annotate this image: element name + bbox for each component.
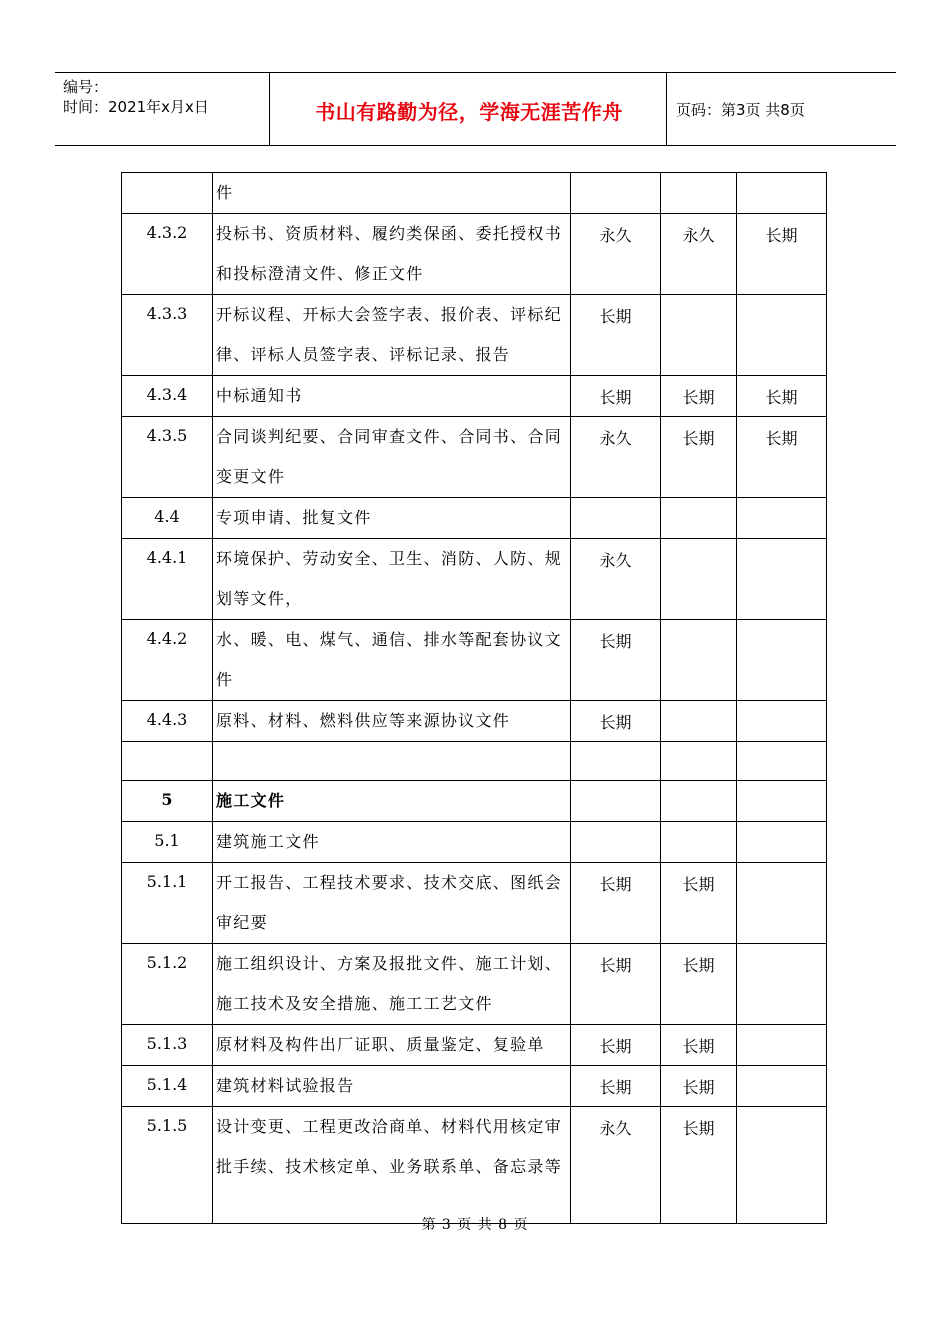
table-row xyxy=(122,701,827,742)
row-number: 4.3.2 xyxy=(122,214,213,295)
row-title xyxy=(213,1107,571,1224)
row-number: 5.1.1 xyxy=(122,863,213,944)
row-number: 4.3.4 xyxy=(122,376,213,417)
retention-col-3 xyxy=(737,295,827,376)
retention-col-2 xyxy=(661,701,737,742)
row-title xyxy=(213,944,571,1025)
retention-col-3 xyxy=(737,173,827,214)
page-footer: 第 3 页 共 8 页 xyxy=(421,1217,529,1233)
row-number: 4.4 xyxy=(122,498,213,539)
row-number: 5.1.3 xyxy=(122,1025,213,1066)
retention-col-2: 长期 xyxy=(661,944,737,1025)
retention-col-3: 长期 xyxy=(737,376,827,417)
row-title-text: 原料、材料、燃料供应等来源协议文件 xyxy=(216,711,511,730)
row-title-text: 开工报告、工程技术要求、技术交底、图纸会审纪要 xyxy=(216,873,563,932)
retention-col-1 xyxy=(571,742,661,781)
row-title-text: 原材料及构件出厂证职、质量鉴定、复验单 xyxy=(216,1035,545,1054)
table-row xyxy=(122,1066,827,1107)
retention-col-3 xyxy=(737,498,827,539)
row-title-text: 环境保护、劳动安全、卫生、消防、人防、规划等文件， xyxy=(216,549,563,608)
doc-number-label: 编号： xyxy=(63,78,109,96)
doc-time-label: 时间：2021年x月x日 xyxy=(63,98,209,116)
retention-col-1: 永久 xyxy=(571,539,661,620)
retention-col-2 xyxy=(661,539,737,620)
retention-col-1: 永久 xyxy=(571,417,661,498)
table-row xyxy=(122,863,827,944)
retention-col-1: 长期 xyxy=(571,1066,661,1107)
retention-col-1: 长期 xyxy=(571,701,661,742)
row-number: 5.1 xyxy=(122,822,213,863)
row-title-text: 设计变更、工程更改洽商单、材料代用核定审批手续、技术核定单、业务联系单、备忘录等 xyxy=(216,1117,563,1176)
row-title xyxy=(213,214,571,295)
retention-col-2: 长期 xyxy=(661,863,737,944)
row-title xyxy=(213,822,571,863)
table-row xyxy=(122,742,827,781)
header-divider-right xyxy=(666,73,667,145)
retention-col-2 xyxy=(661,498,737,539)
retention-col-3 xyxy=(737,781,827,822)
retention-col-3 xyxy=(737,822,827,863)
retention-col-1: 长期 xyxy=(571,376,661,417)
retention-col-2: 长期 xyxy=(661,1025,737,1066)
row-title xyxy=(213,498,571,539)
retention-col-1 xyxy=(571,822,661,863)
retention-col-1: 永久 xyxy=(571,1107,661,1224)
retention-col-3 xyxy=(737,1107,827,1224)
table-row xyxy=(122,944,827,1025)
table-row xyxy=(122,376,827,417)
retention-col-2 xyxy=(661,173,737,214)
row-number: 5.1.5 xyxy=(122,1107,213,1224)
row-title-text: 专项申请、批复文件 xyxy=(216,508,372,527)
row-title-text: 中标通知书 xyxy=(216,386,303,405)
row-title-text: 投标书、资质材料、履约类保函、委托授权书和投标澄清文件、修正文件 xyxy=(216,224,563,283)
row-number: 4.3.3 xyxy=(122,295,213,376)
archive-retention-table xyxy=(121,172,827,1224)
retention-col-1: 永久 xyxy=(571,214,661,295)
table-row xyxy=(122,417,827,498)
retention-col-1: 长期 xyxy=(571,295,661,376)
page-header xyxy=(55,72,896,146)
row-title-text: 建筑材料试验报告 xyxy=(216,1076,355,1095)
row-title-text: 水、暖、电、煤气、通信、排水等配套协议文件 xyxy=(216,630,563,689)
retention-col-2 xyxy=(661,295,737,376)
retention-col-3 xyxy=(737,1066,827,1107)
header-motto: 书山有路勤为径，学海无涯苦作舟 xyxy=(315,100,623,124)
table-row xyxy=(122,822,827,863)
row-title xyxy=(213,376,571,417)
row-title xyxy=(213,417,571,498)
row-number: 4.4.2 xyxy=(122,620,213,701)
retention-col-2: 长期 xyxy=(661,1066,737,1107)
row-title-text: 合同谈判纪要、合同审查文件、合同书、合同变更文件 xyxy=(216,427,563,486)
table-row xyxy=(122,1107,827,1224)
row-title xyxy=(213,620,571,701)
row-number: 4.4.3 xyxy=(122,701,213,742)
row-number: 5 xyxy=(122,781,213,822)
retention-col-2: 长期 xyxy=(661,417,737,498)
row-title-text: 施工组织设计、方案及报批文件、施工计划、施工技术及安全措施、施工工艺文件 xyxy=(216,954,563,1013)
row-title xyxy=(213,863,571,944)
header-divider-left xyxy=(269,73,270,145)
retention-col-3 xyxy=(737,539,827,620)
row-title xyxy=(213,173,571,214)
table-row xyxy=(122,295,827,376)
row-title xyxy=(213,1066,571,1107)
retention-col-2 xyxy=(661,822,737,863)
retention-col-3 xyxy=(737,701,827,742)
table-row xyxy=(122,781,827,822)
retention-col-3 xyxy=(737,944,827,1025)
table-row xyxy=(122,539,827,620)
retention-col-2 xyxy=(661,620,737,701)
retention-col-1: 长期 xyxy=(571,1025,661,1066)
retention-col-1: 长期 xyxy=(571,944,661,1025)
retention-col-2: 永久 xyxy=(661,214,737,295)
row-title xyxy=(213,295,571,376)
table-body xyxy=(122,173,827,1224)
retention-col-1: 长期 xyxy=(571,620,661,701)
row-number: 4.4.1 xyxy=(122,539,213,620)
table-row xyxy=(122,620,827,701)
retention-col-1: 长期 xyxy=(571,863,661,944)
row-title-text: 件 xyxy=(216,183,234,202)
retention-col-3: 长期 xyxy=(737,417,827,498)
row-title xyxy=(213,701,571,742)
retention-col-3 xyxy=(737,1025,827,1066)
row-title xyxy=(213,1025,571,1066)
row-number xyxy=(122,173,213,214)
retention-col-3 xyxy=(737,742,827,781)
row-number: 4.3.5 xyxy=(122,417,213,498)
retention-col-3 xyxy=(737,863,827,944)
retention-col-1 xyxy=(571,498,661,539)
table-row xyxy=(122,498,827,539)
retention-col-3: 长期 xyxy=(737,214,827,295)
row-title xyxy=(213,539,571,620)
retention-col-1 xyxy=(571,781,661,822)
retention-col-2: 长期 xyxy=(661,376,737,417)
row-number: 5.1.4 xyxy=(122,1066,213,1107)
row-title-text: 开标议程、开标大会签字表、报价表、评标纪律、评标人员签字表、评标记录、报告 xyxy=(216,305,563,364)
row-title xyxy=(213,742,571,781)
table-row xyxy=(122,214,827,295)
table-row xyxy=(122,173,827,214)
header-meta xyxy=(63,77,209,117)
row-title xyxy=(213,781,571,822)
retention-col-3 xyxy=(737,620,827,701)
row-number xyxy=(122,742,213,781)
header-page-info: 页码：第3页 共8页 xyxy=(676,101,805,119)
retention-col-2 xyxy=(661,742,737,781)
row-title-text: 建筑施工文件 xyxy=(216,832,320,851)
row-title-text: 施工文件 xyxy=(216,791,286,810)
retention-col-1 xyxy=(571,173,661,214)
table-row xyxy=(122,1025,827,1066)
retention-col-2: 长期 xyxy=(661,1107,737,1224)
retention-col-2 xyxy=(661,781,737,822)
row-number: 5.1.2 xyxy=(122,944,213,1025)
